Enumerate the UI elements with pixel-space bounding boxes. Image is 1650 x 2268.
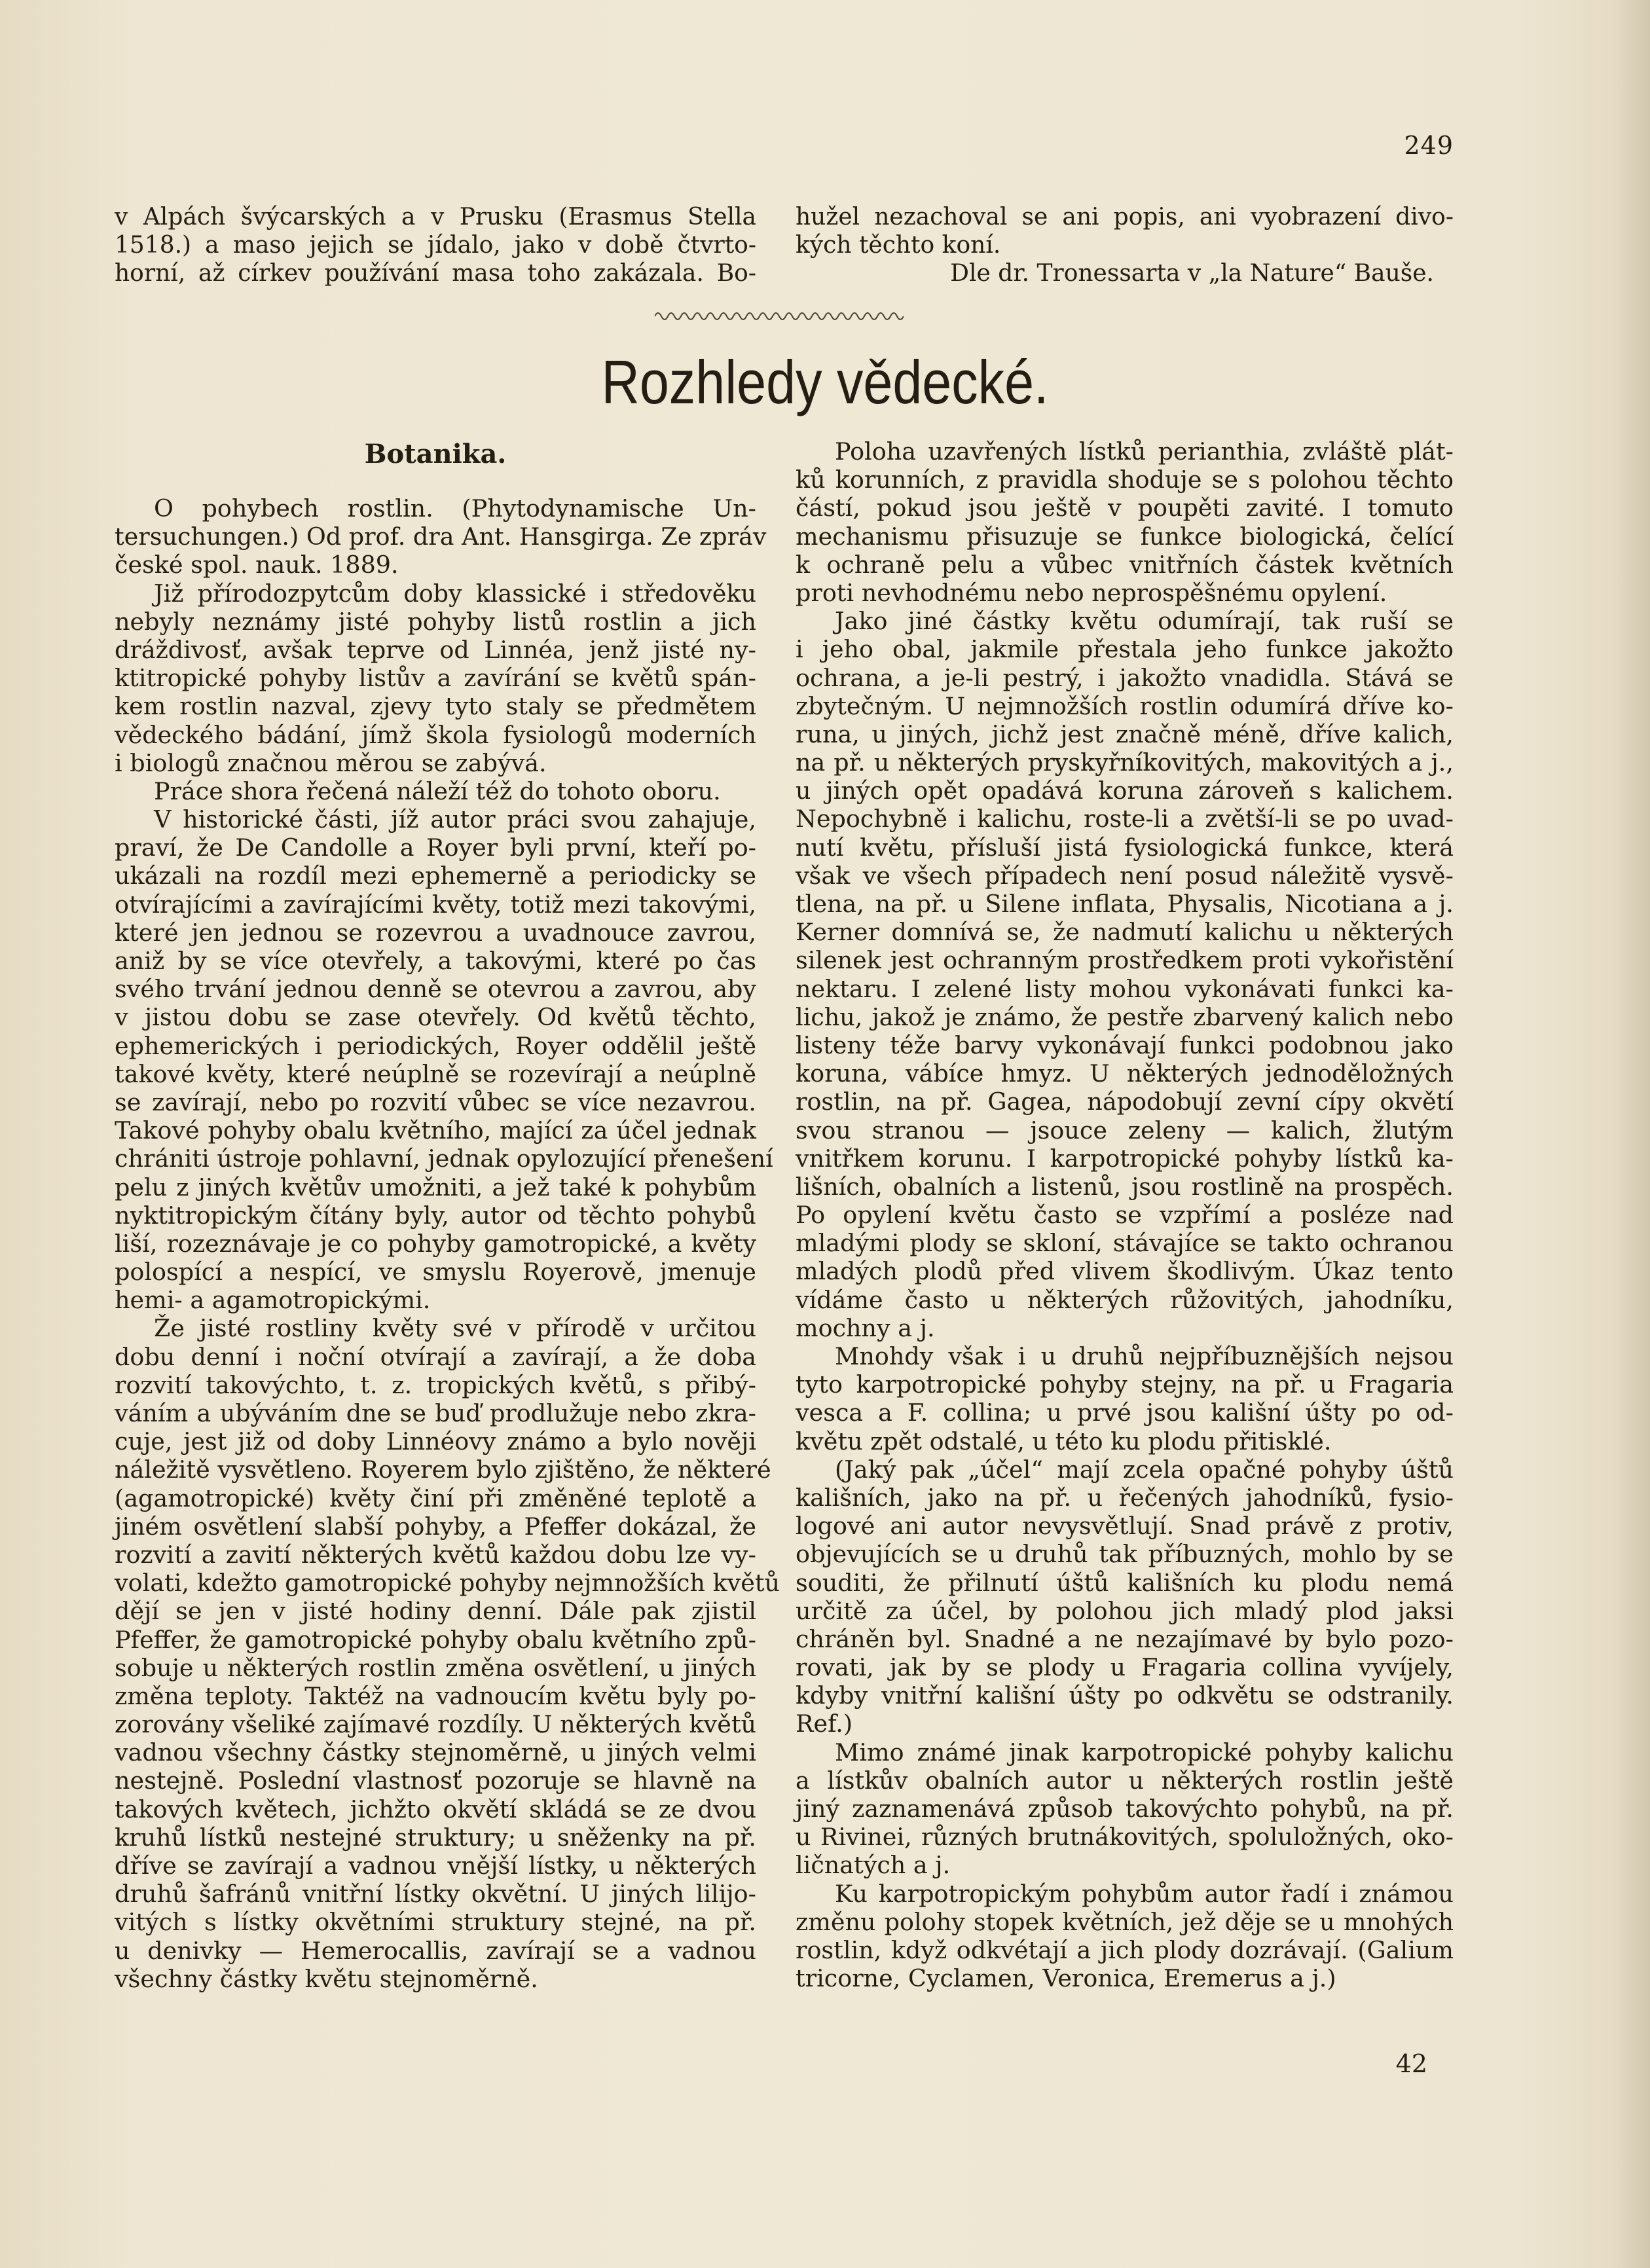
text-line: rostlin, na př. Gagea, nápodobují zevní cípy okvětí [796,1088,1454,1116]
text-line: tersuchungen.) Od prof. dra Ant. Hansgirga. Ze zpráv [115,522,767,551]
text-line: vídáme často u některých růžovitých, jahodníku, [796,1285,1454,1314]
text-line: Mimo známé jinak karpotropické pohyby kalichu [835,1738,1454,1766]
text-line: v jistou dobu se zase otevřely. Od květů těchto, [115,1003,756,1032]
text-line: nyktitropickým čítány byly, autor od těchto pohybů [115,1201,756,1230]
text-line: náležitě vysvětleno. Royerem bylo zjištěno, že některé [115,1455,771,1484]
text-line: v Alpách švýcarských a v Prusku (Erasmus Stella [115,204,756,230]
text-line: druhů šafránů vnitřní lístky okvětní. U jiných lilijo- [115,1880,756,1909]
text-line: volati, kdežto gamotropické pohyby nejmnožších květů [115,1569,780,1598]
text-line: Práce shora řečená náleží též do tohoto oboru. [154,777,721,805]
text-line: nutí květu, přísluší jistá fysiologická funkce, která [796,833,1454,862]
text-line: takových květech, jichžto okvětí skládá se ze dvou [115,1795,756,1823]
text-line: O pohybech rostlin. (Phytodynamische Un- [154,494,756,522]
text-line: se zavírají, nebo po rozvití vůbec se více nezavrou. [115,1088,756,1116]
text-line: Pfeffer, že gamotropické pohyby obalu květního způ- [115,1625,756,1654]
text-line: všechny částky květu stejnoměrně. [115,1964,538,1993]
text-line: určitě za účel, by polohou jich mladý plod jaksi [796,1596,1454,1625]
text-line: hužel nezachoval se ani popis, ani vyobrazení divo- [796,204,1454,230]
text-line: vnitřkem korunu. I karpotropické pohyby lístků ka- [796,1144,1454,1173]
text-line: ků korunních, z pravidla shoduje se s polohou těchto [796,466,1454,494]
text-line: tlena, na př. u Silene inflata, Physalis, Nicotiana a j. [796,890,1454,918]
text-line: rozvití takovýchto, t. z. tropických květů, s přibý- [115,1370,756,1399]
text-line: cuje, jest již od doby Linnéovy známo a bylo nověji [115,1427,756,1456]
text-line: i jeho obal, jakmile přestala jeho funkce jakožto [796,635,1454,664]
text-line: i biologů značnou měrou se zabývá. [115,748,547,777]
text-line: jiný zaznamenává způsob takovýchto pohybů, na př. [796,1795,1454,1823]
text-line: dráždivosť, avšak teprve od Linnéa, jenž jisté ny- [115,635,756,664]
text-line: silenek jest ochranným prostředkem proti vykořistění [796,946,1454,975]
wavy-divider-ornament [655,306,904,326]
text-line: dějí se jen v jisté hodiny denní. Dále pak zjistil [115,1597,756,1626]
text-line: ochrana, a je-li pestrý, i jakožto vnadidla. Stává se [796,663,1454,692]
text-line: tyto karpotropické pohyby stejny, na př. u Fragaria [796,1370,1454,1399]
text-line: aniž by se více otevřely, a takovými, které po čas [115,947,756,975]
text-line: ličnatých a j. [796,1851,951,1880]
text-line: lišních, obalních a listenů, jsou rostlině na prospěch. [796,1172,1454,1201]
text-line: rostlin, když odkvétají a jich plody dozrávají. (Galium [796,1935,1454,1964]
text-line: hemi- a agamotropickými. [115,1286,431,1315]
text-line: u denivky — Hemerocallis, zavírají se a vadnou [115,1936,756,1965]
text-line: liší, rozeznávaje je co pohyby gamotropické, a květy [115,1229,756,1258]
text-line: kdyby vnitřní kališní úšty po odkvětu se odstranily. [796,1681,1454,1710]
text-line: vitých s lístky okvětními struktury stejné, na př. [115,1908,756,1937]
text-line: ktitropické pohyby listův a zavírání se květů spán- [115,664,756,693]
text-line: proti nevhodnému nebo neprospěšnému opylení. [796,578,1387,607]
text-line: k ochraně pelu a vůbec vnitřních částek květních [796,550,1454,579]
text-line: české spol. nauk. 1889. [115,551,399,579]
sheet-signature-mark: 42 [1395,2049,1427,2078]
text-line: ukázali na rozdíl mezi ephemerně a periodicky se [115,862,756,890]
text-line: kruhů lístků nestejné struktury; u sněženky na př. [115,1823,756,1852]
page-edge-shadow [1611,0,1650,2268]
text-line: váním a ubýváním dne se buď prodlužuje nebo zkra- [115,1399,756,1427]
text-line: nestejně. Poslední vlastnosť pozoruje se hlavně na [115,1766,756,1795]
text-line: Ref.) [796,1710,853,1738]
text-line: mochny a j. [796,1313,935,1342]
text-line: tricorne, Cyclamen, Veronica, Eremerus a j.) [796,1964,1336,1993]
text-line: u jiných opět opadává koruna zároveň s kalichem. [796,777,1454,805]
text-line: však ve všech případech není posud náležitě vysvě- [796,861,1454,890]
text-line: Po opylení květu často se vzpřímí a posléze nad [796,1201,1454,1230]
text-line: Mnohdy však i u druhů nejpříbuznějších nejsou [835,1342,1454,1370]
text-line: Že jisté rostliny květy své v přírodě v určitou [154,1314,756,1343]
text-line: nektaru. I zelené listy mohou vykonávati funkci ka- [796,974,1454,1003]
text-line: Takové pohyby obalu květního, mající za účel jednak [115,1116,756,1145]
text-line: pelu z jiných květův umožniti, a jež také k pohybům [115,1173,756,1201]
text-line: takové květy, které neúplně se rozevírají a neúplně [115,1059,756,1088]
text-line: vesca a F. collina; u prvé jsou kališní úšty po od- [796,1399,1454,1427]
text-line: Již přírodozpytcům doby klassické i středověku [154,579,756,608]
text-line: 1518.) a maso jejich se jídalo, jako v době čtvrto- [115,232,756,259]
text-line: květu zpět odstalé, u této ku plodu přitisklé. [796,1427,1332,1455]
text-line: Nepochybně i kalichu, roste-li a zvětší-li se po uvad- [796,805,1454,833]
text-line: vědeckého bádání, jímž škola fysiologů moderních [115,720,756,749]
text-line: na př. u některých pryskyřníkovitých, makovitých a j., [796,748,1454,777]
text-line: zbytečným. U nejmnožších rostlin odumírá dříve ko- [796,691,1454,720]
text-line: polospící a nespící, ve smyslu Royerově, jmenuje [115,1258,756,1287]
text-line: mechanismu přisuzuje se funkce biologická, čelící [796,522,1454,551]
text-line: které jen jednou se rozevrou a uvadnouce zavrou, [115,918,756,947]
text-line: změna teploty. Taktéž na vadnoucím květu byly po- [115,1681,756,1710]
text-line: horní, až církev používání masa toho zakázala. Bo- [115,260,756,287]
text-line: (Jaký pak „účel“ mají zcela opačné pohyby úštů [835,1455,1454,1484]
text-line: u Rivinei, různých brutnákovitých, spoluložných, oko- [796,1823,1454,1852]
text-line: runa, u jiných, jichž jest značně méně, dříve kalich, [796,720,1454,748]
text-line: rovati, jak by se plody u Fragaria collina vyvíjely, [796,1653,1454,1682]
text-line: jiném osvětlení slabší pohyby, a Pfeffer dokázal, že [115,1512,756,1541]
text-line: Kerner domnívá se, že nadmutí kalichu u některých [796,918,1454,947]
text-line: chrániti ústroje pohlavní, jednak opylozující přenešení [115,1144,773,1173]
top-right-continuation [796,203,1454,287]
page-number: 249 [1404,131,1454,160]
text-line: otvírajícími a zavírajícími květy, totiž mezi takovými, [115,890,756,919]
text-line: vadnou všechny částky stejnoměrně, u jiných velmi [115,1738,756,1767]
text-line: dříve se zavírají a vadnou vnější lístky, u některých [115,1852,756,1880]
text-line: logové ani autor nevysvětlují. Snad právě z protiv, [796,1512,1454,1541]
text-line: částí, pokud jsou ještě v poupěti zavité. I tomuto [796,494,1454,522]
text-line: kališních, jako na př. u řečených jahodníků, fysio- [796,1483,1454,1512]
author-signature: Dle dr. Tronessarta v „la Nature“ Bauše. [950,260,1434,287]
text-line: a lístkův obalních autor u některých rostlin ještě [796,1766,1454,1795]
text-line: rozvití a zavití některých květů každou dobu lze vy- [115,1540,756,1569]
text-line: mladých plodů před vlivem škodlivým. Úkaz tento [796,1257,1454,1286]
text-line: V historické části, jíž autor práci svou zahajuje, [154,805,756,834]
text-line: souditi, že přilnutí úštů kališních ku plodu nemá [796,1568,1454,1597]
right-column-text [796,437,1454,1992]
left-column-text [115,494,780,1993]
text-line: ephemerických i periodických, Royer oddělil ještě [115,1031,756,1060]
text-line: koruna, vábíce hmyz. U některých jednoděložných [796,1059,1454,1088]
text-line: sobuje u některých rostlin změna osvětlení, u jiných [115,1653,756,1682]
text-line: svého trvání jednou denně se otevrou a zavrou, aby [115,975,756,1004]
text-line: kem rostlin nazval, zjevy tyto staly se předmětem [115,692,756,721]
text-line: svou stranou — jsouce zeleny — kalich, žlutým [796,1116,1454,1144]
text-line: praví, že De Candolle a Royer byli první, kteří po- [115,833,756,862]
text-line: Ku karpotropickým pohybům autor řadí i známou [835,1879,1454,1908]
text-line: nebyly neznámy jisté pohyby listů rostlin a jich [115,607,756,636]
text-line: kých těchto koní. [796,232,1001,259]
section-title: Rozhledy vědecké. [601,348,1049,416]
text-line: Poloha uzavřených lístků perianthia, zvláště plát- [835,437,1454,466]
text-line: listeny téže barvy vykonávají funkci podobnou jako [796,1031,1454,1059]
text-line: mladými plody se skloní, stávajíce se takto ochranou [796,1229,1454,1258]
text-line: dobu denní i noční otvírají a zavírají, a že doba [115,1342,756,1371]
text-line: zorovány všeliké zajímavé rozdíly. U některých květů [115,1710,756,1739]
top-left-continuation [115,203,756,287]
text-line: změnu polohy stopek květních, jež děje se u mnohých [796,1907,1454,1936]
text-line: (agamotropické) květy činí při změněné teplotě a [115,1484,756,1512]
subsection-heading: Botanika. [364,439,507,469]
text-line: lichu, jakož je známo, že pestře zbarvený kalich nebo [796,1002,1454,1031]
text-line: Jako jiné částky květu odumírají, tak ruší se [835,607,1454,636]
text-line: chráněn byl. Snadné a ne nezajímavé by bylo pozo- [796,1624,1454,1653]
text-line: objevujících se u druhů tak příbuzných, mohlo by se [796,1540,1454,1569]
